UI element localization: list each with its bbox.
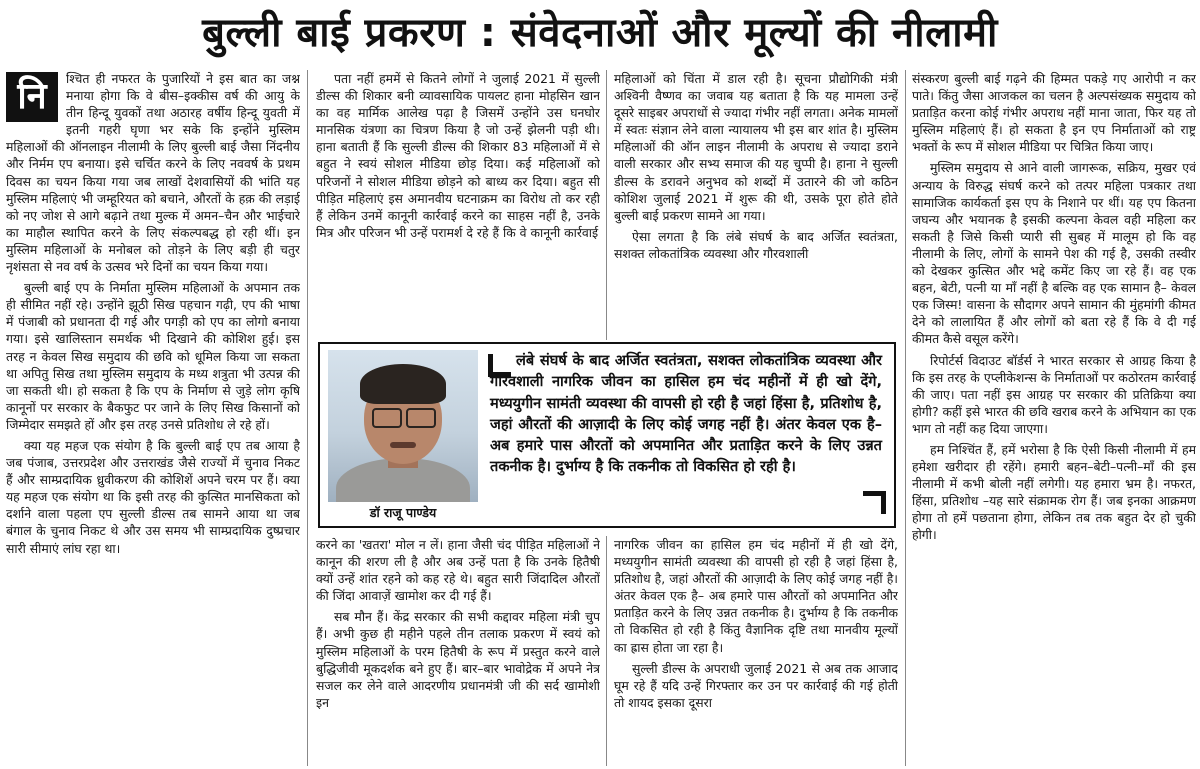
column-rule [606,70,607,340]
paragraph: सुल्ली डील्स के अपराधी जुलाई 2021 से अब तक आजाद घूम रहे हैं यदि उन्हें गिरफ्तार कर उन पर कार्रवाई की गई होती तो शायद इसका दूसरा [614,660,898,710]
pull-quote-text: लंबे संघर्ष के बाद अर्जित स्वतंत्रता, सशक्त लोकतांत्रिक व्यवस्था और गौरवशाली नागरिक जीवन का हासिल हम चंद महीनों में ही खो देंगे, मध्ययुगीन सामंती व्यवस्था की वापसी हो रही है जहां हिंसा है, प्रतिशोध है, जहां औरतों की आज़ादी के लिए कोई जगह नहीं है। अंतर केवल एक है– अब हमारे पास औरतों को अपमानित और प्रताड़ित करने के लिए उन्नत तकनीक है। दुर्भाग्य है कि तकनीक तो विकसित हो रही है। [490,352,882,476]
column-rule [606,536,607,766]
article-column-3-bottom [614,536,898,766]
paragraph: हम निश्चिंत हैं, हमें भरोसा है कि ऐसी किसी नीलामी में हम हमेशा खरीदार ही रहेंगे। हमारी बहन–बेटी–पत्नी–माँ की इस नीलामी में कभी बोली नहीं लगेगी। यह हमारा भ्रम है। नफरत, हिंसा, प्रतिशोध –यह सारे संक्रामक रोग हैं। जब इनका आक्रमण होगा तो हमें पछताना होगा, लेकिन तब तक बहुत देर हो चुकी होगी। [912,441,1196,543]
pull-quote-box [318,342,896,528]
author-caption: डॉ राजू पाण्डेय [369,505,437,520]
paragraph: संस्करण बुल्ली बाई गढ़ने की हिम्मत पकड़े गए आरोपी न कर पाते। किंतु जैसा आजकल का चलन है अल्पसंख्यक समुदाय को प्रताड़ित करना कोई गंभीर अपराध नहीं माना जाता, फिर यह तो मुस्लिम महिलाएं हैं। हो सकता है इन एप निर्माताओं को राष्ट्र भक्तों के रूप में सोशल मीडिया पर चित्रित किया जाए। [912,71,1196,155]
paragraph: सब मौन हैं। केंद्र सरकार की सभी कद्दावर महिला मंत्री चुप हैं। अभी कुछ ही महीने पहले तीन तलाक प्रकरण में स्वयं को मुस्लिम महिलाओं के परम हितैषी के रूप में प्रस्तुत करने वाले बुद्धिजीवी मूकदर्शक बने हुए हैं। बार–बार भावोद्रेक में अपने नेत्र सजल कर लेने वाले आदरणीय प्रधानमंत्री जी की सर्द खामोशी इन [316,609,600,710]
article-headline: बुल्ली बाई प्रकरण : संवेदनाओं और मूल्यों की नीलामी [202,10,998,56]
close-quote-icon [863,491,886,514]
drop-cap: नि [6,72,58,122]
article-column-3-top [614,70,898,340]
article-column-1 [6,70,300,766]
article-column-4 [912,70,1196,766]
paragraph: ऐसा लगता है कि लंबे संघर्ष के बाद अर्जित स्वतंत्रता, सशक्त लोकतांत्रिक व्यवस्था और गौरवशाली [614,228,898,261]
paragraph: नागरिक जीवन का हासिल हम चंद महीनों में ही खो देंगे, मध्ययुगीन सामंती व्यवस्था की वापसी हो रही है जहां हिंसा है, प्रतिशोध है, जहां औरतों की आज़ादी के लिए कोई जगह नहीं है। अंतर केवल एक है– अब हमारे पास औरतों को अपमानित और प्रताड़ित करने के लिए उन्नत तकनीक है। दुर्भाग्य है कि तकनीक तो विकसित हो रही है किंतु वैज्ञानिक दृष्टि तथा मानवीय मूल्यों का ह्रास होता जा रहा है। [614,537,898,655]
paragraph: श्चित ही नफरत के पुजारियों ने इस बात का जश्न मनाया होगा कि वे बीस–इक्कीस वर्ष की आयु के तीन हिन्दू युवकों तथा अठारह वर्षीय हिन्दू युवती में इतनी गहरी घृणा भर सके कि इन्होंने मुस्लिम महिलाओं की ऑनलाइन नीलामी के लिए बुल्ली बाई जैसा निंदनीय और निर्मम एप बनाया। इसे चर्चित करने के लिए नववर्ष के प्रथम दिवस का चयन किया गया जब लाखों देशवासियों की भांति यह मुस्लिम महिलाएं भी जम्हूरियत को बचाने, औरतों के हक़ की लड़ाई को नए जोश से आगे बढ़ाने तथा मुल्क में अमन–चैन और भाईचारे का माहौल स्थापित करने के लिए संकल्पबद्ध हो रही थीं। इन मुस्लिम महिलाओं के मनोबल को तोड़ने के लिए बड़ी ही चतुर नृशंसता से नव वर्ष के उत्सव भरे दिनों का चयन किया गया। [6,71,300,275]
column-rule [905,70,906,766]
paragraph: क्या यह महज एक संयोग है कि बुल्ली बाई एप तब आया है जब पंजाब, उत्तरप्रदेश और उत्तराखंड जैसे राज्यों में चुनाव निकट हैं और साम्प्रदायिक ध्रुवीकरण की कोशिशें अपने चरम पर हैं। क्या यह महज एक संयोग था कि इसी तरह की कुत्सित मानसिकता को दर्शाने वाला पहला एप सुल्ली डील्स तब सामने आया था जब बंगाल के चुनाव निकट थे और उस समय भी साम्प्रदायिक दुष्प्रचार सारी सीमाएं लांघ रहा था। [6,437,300,556]
paragraph: मुस्लिम समुदाय से आने वाली जागरूक, सक्रिय, मुखर एवं अन्याय के विरुद्ध संघर्ष करने को तत्पर महिला पत्रकार तथा सामाजिक कार्यकर्ता इस एप के निशाने पर थीं। यह एप कितना जघन्य और भयानक है इसकी कल्पना केवल वही महिला कर सकती है जिसे किसी प्यारी सी सुबह में मालूम हो कि वह नीलामी के लिए, लोगों के सामने पेश की गई है, उसकी तस्वीर को देखकर कुत्सित और भद्दे कमेंट किए जा रहे हैं। वह एक बहन, बेटी, पत्नी या माँ नहीं है बल्कि वह एक सामान है– केवल एक जिस्म! वासना के सौदागर अपने सामान की मुंहमांगी कीमत देने को लालायित हैं और लोगों को बता रहे हैं कि वे दी गई कीमत कैसे वसूल करेंगे। [912,160,1196,347]
paragraph: बुल्ली बाई एप के निर्माता मुस्लिम महिलाओं के अपमान तक ही सीमित नहीं रहे। उन्होंने झूठी सिख पहचान गढ़ी, एप की भाषा में पंजाबी को प्रधानता दी गई और पगड़ी को एप का लोगो बनाया गया। इसे खालिस्तान समर्थक भी दिखाने की कोशिश हुई। इस तरह न केवल सिख समुदाय की छवि को धूमिल किया जा सकता था अपितु सिख तथा मुस्लिम समुदाय के मध्य शत्रुता भी उत्पन्न की जा सकती थी। हो सकता है कि एप के निर्माण से जुड़े लोग कृषि कानूनों पर सरकार के बैकफुट पर जाने के लिए सिख किसानों को जिम्मेदार समझते हों और इस तरह उनसे प्रतिशोध ले रहे हों। [6,280,300,432]
article-column-2-bottom [316,536,600,766]
paragraph: पता नहीं हममें से कितने लोगों ने जुलाई 2021 में सुल्ली डील्स की शिकार बनी व्यावसायिक पायलट हाना मोहसिन खान का वह मार्मिक आलेख पढ़ा है जिसमें उन्होंने उस घनघोर मानसिक यंत्रणा का चित्रण किया है जो उन्हें झेलनी पड़ी थी। हाना बताती हैं कि सुल्ली डील्स की शिकार 83 महिलाओं में से बहुत ने स्वयं सोशल मीडिया छोड़ दिया। कई महिलाओं को परिजनों ने सोशल मीडिया छोड़ने को बाध्य कर दिया। बहुत सी पीड़ित महिलाएं इस अमानवीय घटनाक्रम का विरोध तो कर रही हैं लेकिन उनमें कानूनी कार्रवाई करने का साहस नहीं है, उनके मित्र और परिजन भी उन्हें परामर्श दे रहे हैं कि वे कानूनी कार्रवाई [316,71,600,240]
article-column-2-top [316,70,600,340]
column-rule [307,70,308,766]
paragraph: महिलाओं को चिंता में डाल रही है। सूचना प्रौद्योगिकी मंत्री अश्विनी वैष्णव का जवाब यह बताता है कि यह मामला उन्हें दूसरे साइबर अपराधों से ज्यादा गंभीर नहीं लगता। अनेक मामलों में स्वतः संज्ञान लेने वाला न्यायालय भी इस बार शांत है। मुस्लिम महिलाओं की ऑन लाइन नीलामी के अपराध से ज्यादा डराने वाली सरकार और सभ्य समाज की यह चुप्पी है। हाना ने सुल्ली डील्स के डरावने अनुभव को शब्दों में उतारने की जो कठिन कोशिश जुलाई 2021 में शुरू की थी, उसके पूरा होते होते बुल्ली बाई प्रकरण सामने आ गया। [614,71,898,223]
author-photo [328,350,478,502]
paragraph: करने का 'खतरा' मोल न लें। हाना जैसी चंद पीड़ित महिलाओं ने कानून की शरण ली है और अब उन्हें पता है कि उनके हितैषी क्यों उन्हें शांत रहने को कह रहे थे। बहुत सारी जिंदादिल औरतों की जिंदा आवाज़ें खामोश कर दी गई हैं। [316,537,600,604]
paragraph: रिपोर्टर्स विदाउट बॉर्डर्स ने भारत सरकार से आग्रह किया है कि इस तरह के एप्लीकेशन्स के निर्माताओं पर कठोरतम कार्रवाई की जाए। पता नहीं इस आग्रह पर सरकार की प्रतिक्रिया क्या होगी? कहीं इसे भारत की छवि खराब करने के अभियान का एक भाग तो नहीं कह दिया जाएगा। [912,352,1196,436]
